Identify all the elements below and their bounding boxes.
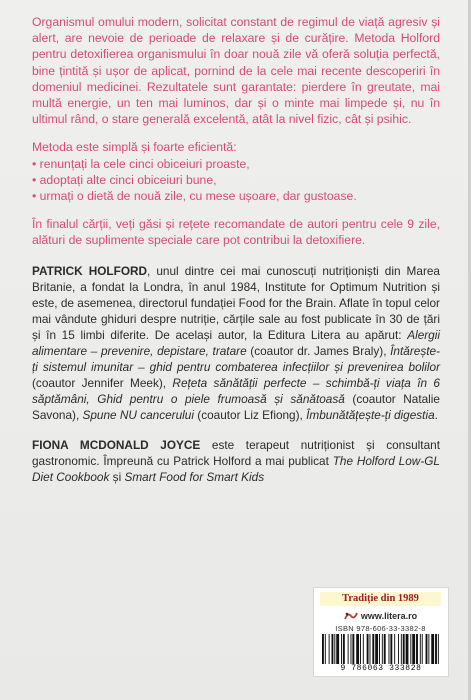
book-title: Spune NU cancerului bbox=[82, 407, 194, 422]
barcode-digits: 9 786063 333828 bbox=[340, 664, 422, 673]
author-bio-joyce bbox=[32, 437, 440, 485]
barcode-bar bbox=[422, 634, 423, 664]
barcode-bar bbox=[322, 634, 324, 664]
isbn-sticker bbox=[313, 587, 449, 677]
recipes-paragraph: În finalul cărții, veți găsi și rețete recomandate de autori pentru cele 9 zile, alături de suplimente speciale care pot contribui la detoxifiere. bbox=[32, 217, 440, 248]
barcode-bar bbox=[403, 634, 405, 664]
method-lead: Metoda este simplă și foarte eficientă: bbox=[32, 140, 237, 155]
back-cover-text bbox=[32, 14, 440, 485]
barcode-bar bbox=[348, 634, 349, 664]
book-title: Rețeta sănătății perfecte – schimbă-ți viața în 6 săptămâni, Ghid pentru o piele frumoasă și sănătoasă bbox=[32, 375, 440, 406]
barcode-bar bbox=[390, 634, 392, 664]
book-title: Îmbunătățește-ți digestia bbox=[306, 407, 435, 422]
barcode-bar bbox=[410, 634, 411, 664]
book-title: Alergii alimentare – prevenire, depistare, tratare bbox=[32, 327, 440, 358]
barcode-bar bbox=[420, 634, 421, 664]
tradition-badge: Tradiție din 1989 bbox=[320, 592, 441, 606]
barcode-bar bbox=[334, 634, 335, 664]
barcode-bar bbox=[332, 634, 334, 664]
barcode-bar bbox=[398, 634, 399, 664]
barcode-bar bbox=[384, 634, 386, 664]
method-item: • urmați o dietă de nouă zile, cu mese ușoare, dar gustoase. bbox=[32, 189, 357, 204]
bio-text: , unul dintre cei mai cunoscuți nutriționiști din Marea Britanie, a fondat la Londra, în anul 1984, Institute for Optimum Nutrition și este, de asemenea, directorul fundației Food for the Brain. Aflate în topul celor mai vândute ghiduri despre nutriție, cărțile sale au fost publicate în 30 de țări și în 15 limbi diferite. De același autor, la Editura Litera au apărut: bbox=[32, 263, 440, 342]
barcode-bar bbox=[325, 634, 326, 664]
publisher-row bbox=[320, 610, 441, 622]
barcode-bar bbox=[379, 634, 380, 664]
method-item: • adoptați alte cinci obiceiuri bune, bbox=[32, 172, 217, 187]
barcode-bar bbox=[370, 634, 371, 664]
barcode-bar bbox=[401, 634, 402, 664]
barcode-bar bbox=[352, 634, 354, 664]
barcode-bar bbox=[426, 634, 428, 664]
barcode-bar bbox=[435, 634, 437, 664]
barcode-bar bbox=[431, 634, 434, 664]
barcode-bar bbox=[336, 634, 339, 664]
barcode-bar bbox=[375, 634, 378, 664]
bio-text: (coautor Jennifer Meek), bbox=[32, 375, 173, 390]
barcode-bar bbox=[438, 634, 439, 664]
isbn-number: ISBN 978-606-33-3382-8 bbox=[335, 624, 426, 633]
bio-text: (coautor Liz Efiong), bbox=[193, 407, 307, 422]
bio-text: . bbox=[434, 407, 438, 422]
bio-text: și bbox=[109, 469, 125, 484]
bio-text: (coautor dr. James Braly), bbox=[246, 343, 391, 358]
barcode-bar bbox=[389, 634, 390, 664]
author-bio-holford bbox=[32, 263, 440, 423]
book-title: The Holford Low-GL Diet Cookbook bbox=[32, 453, 440, 484]
barcode-bar bbox=[412, 634, 415, 664]
barcode-bar bbox=[360, 634, 361, 664]
barcode-bar bbox=[356, 634, 359, 664]
method-list bbox=[32, 139, 440, 204]
bio-text: (coautor Natalie Savona), bbox=[32, 391, 440, 422]
barcode-bar bbox=[372, 634, 374, 664]
method-item: • renunțați la cele cinci obiceiuri proaste, bbox=[32, 156, 250, 171]
intro-paragraph: Organismul omului modern, solicitat constant de regimul de viață agresiv și alert, are nevoie de perioade de relaxare și de curățire. Metoda Holford pentru detoxifierea organismului în doar nouă zile vă oferă soluția perfectă, bine țintită și ușor de aplicat, pornind de la cele mai recente descoperiri în domeniul medicinei. Rezultatele sunt garantate: pierdere în greutate, mai multă energie, un ten mai luminos, dar și o minte mai limpede și, nu în ultimul rând, o stare generală excelentă, atât la nivel fizic, cât și psihic. bbox=[32, 15, 440, 127]
barcode-bar bbox=[406, 634, 409, 664]
barcode-bar bbox=[416, 634, 418, 664]
barcode-bar bbox=[363, 634, 364, 664]
author-name: PATRICK HOLFORD bbox=[32, 263, 148, 278]
bio-text: este terapeut nutriționist și consultant gastronomic. Împreună cu Patrick Holford a mai publicat bbox=[32, 437, 440, 468]
barcode-bar bbox=[367, 634, 369, 664]
book-title: Întărește-ți sistemul imunitar – ghid pentru combaterea infecțiilor și prevenirea bolilor bbox=[32, 343, 440, 374]
barcode bbox=[322, 634, 440, 664]
barcode-bar bbox=[382, 634, 383, 664]
barcode-bar bbox=[329, 634, 330, 664]
barcode-bar bbox=[343, 634, 345, 664]
book-title: Smart Food for Smart Kids bbox=[124, 469, 265, 484]
barcode-bar bbox=[394, 634, 395, 664]
barcode-bar bbox=[341, 634, 342, 664]
barcode-bar bbox=[428, 634, 429, 664]
litera-logo-icon bbox=[344, 611, 358, 621]
barcode-bar bbox=[351, 634, 352, 664]
author-name: FIONA MCDONALD JOYCE bbox=[32, 437, 201, 452]
publisher-website: www.litera.ro bbox=[360, 611, 418, 621]
